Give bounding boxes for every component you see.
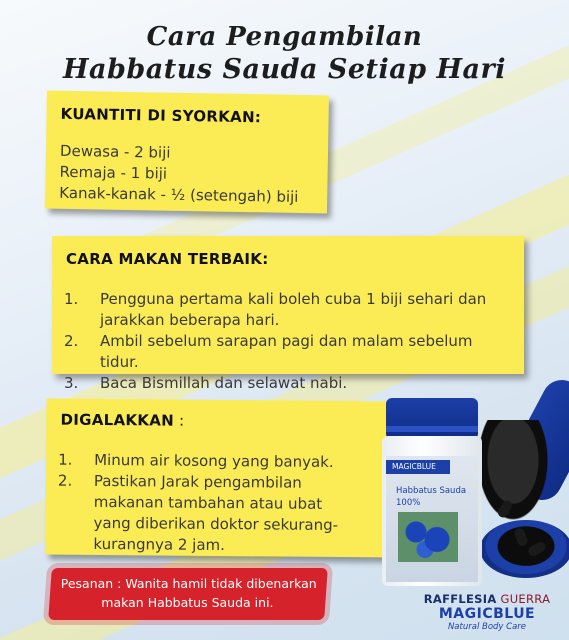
brand-tagline: Natural Body Care <box>447 622 527 632</box>
recommended-heading-text: DIGALAKKAN <box>60 410 175 430</box>
list-item <box>64 373 514 394</box>
label-product-name: Habbatus Sauda <box>396 486 467 496</box>
page-title-line2: Habbatus Sauda Setiap Hari <box>62 54 507 85</box>
dosage-child: Kanak-kanak - ½ (setengah) biji <box>59 183 299 206</box>
list-number: 2. <box>57 471 73 490</box>
label-brand: MAGICBLUE <box>386 460 450 474</box>
list-text: Minum air kosong yang banyak. <box>94 450 334 471</box>
recommended-card <box>45 398 392 557</box>
warning-banner <box>48 568 328 620</box>
brand-logo <box>412 592 562 632</box>
list-number: 2. <box>64 332 79 350</box>
list-number: 3. <box>64 374 79 392</box>
warning-line2: makan Habbatus Sauda ini. <box>101 595 274 610</box>
warning-line1: Pesanan : Wanita hamil tidak dibenarkan <box>60 576 317 591</box>
list-number: 1. <box>58 450 73 469</box>
recommended-heading <box>60 411 184 430</box>
brand-company-suffix: GUERRA <box>496 592 551 606</box>
brand-company <box>412 592 562 606</box>
label-percent: 100% <box>396 498 421 508</box>
nigella-flower-icon <box>398 512 458 562</box>
best-way-list <box>64 289 514 394</box>
list-text: Ambil sebelum sarapan pagi dan malam sebelum tidur. <box>100 332 473 371</box>
dosage-card <box>45 91 329 214</box>
heading-colon: : <box>173 411 185 430</box>
best-way-card <box>52 236 524 392</box>
list-item <box>57 471 358 558</box>
dosage-heading: KUANTITI DI SYORKAN: <box>60 104 262 127</box>
page-title-line1: Cara Pengambilan <box>146 22 423 52</box>
brand-company-name: RAFFLESIA <box>423 592 497 606</box>
brand-logo-text: MAGICBLUE <box>438 606 536 622</box>
list-item <box>64 331 514 373</box>
jar-lid-image <box>480 520 569 578</box>
list-number: 1. <box>64 290 79 308</box>
open-jar-image <box>478 420 548 520</box>
dosage-adult: Dewasa - 2 biji <box>59 141 171 162</box>
dosage-list <box>59 141 299 208</box>
best-way-heading: CARA MAKAN TERBAIK: <box>66 250 269 268</box>
list-item <box>64 289 514 331</box>
dosage-teen: Remaja - 1 biji <box>59 162 168 183</box>
bottle-cap <box>386 398 478 438</box>
list-text: Pastikan Jarak pengambilan makanan tambahan atau ubat yang diberikan doktor sekurang-kurangnya 2 jam. <box>93 471 339 555</box>
bottle-label <box>386 456 478 582</box>
list-item <box>58 450 358 474</box>
list-text: Pengguna pertama kali boleh cuba 1 biji sehari dan jarakkan beberapa hari. <box>100 290 487 329</box>
product-bottle-image <box>382 398 482 588</box>
list-text: Baca Bismillah dan selawat nabi. <box>100 374 348 392</box>
recommended-list <box>57 450 358 558</box>
